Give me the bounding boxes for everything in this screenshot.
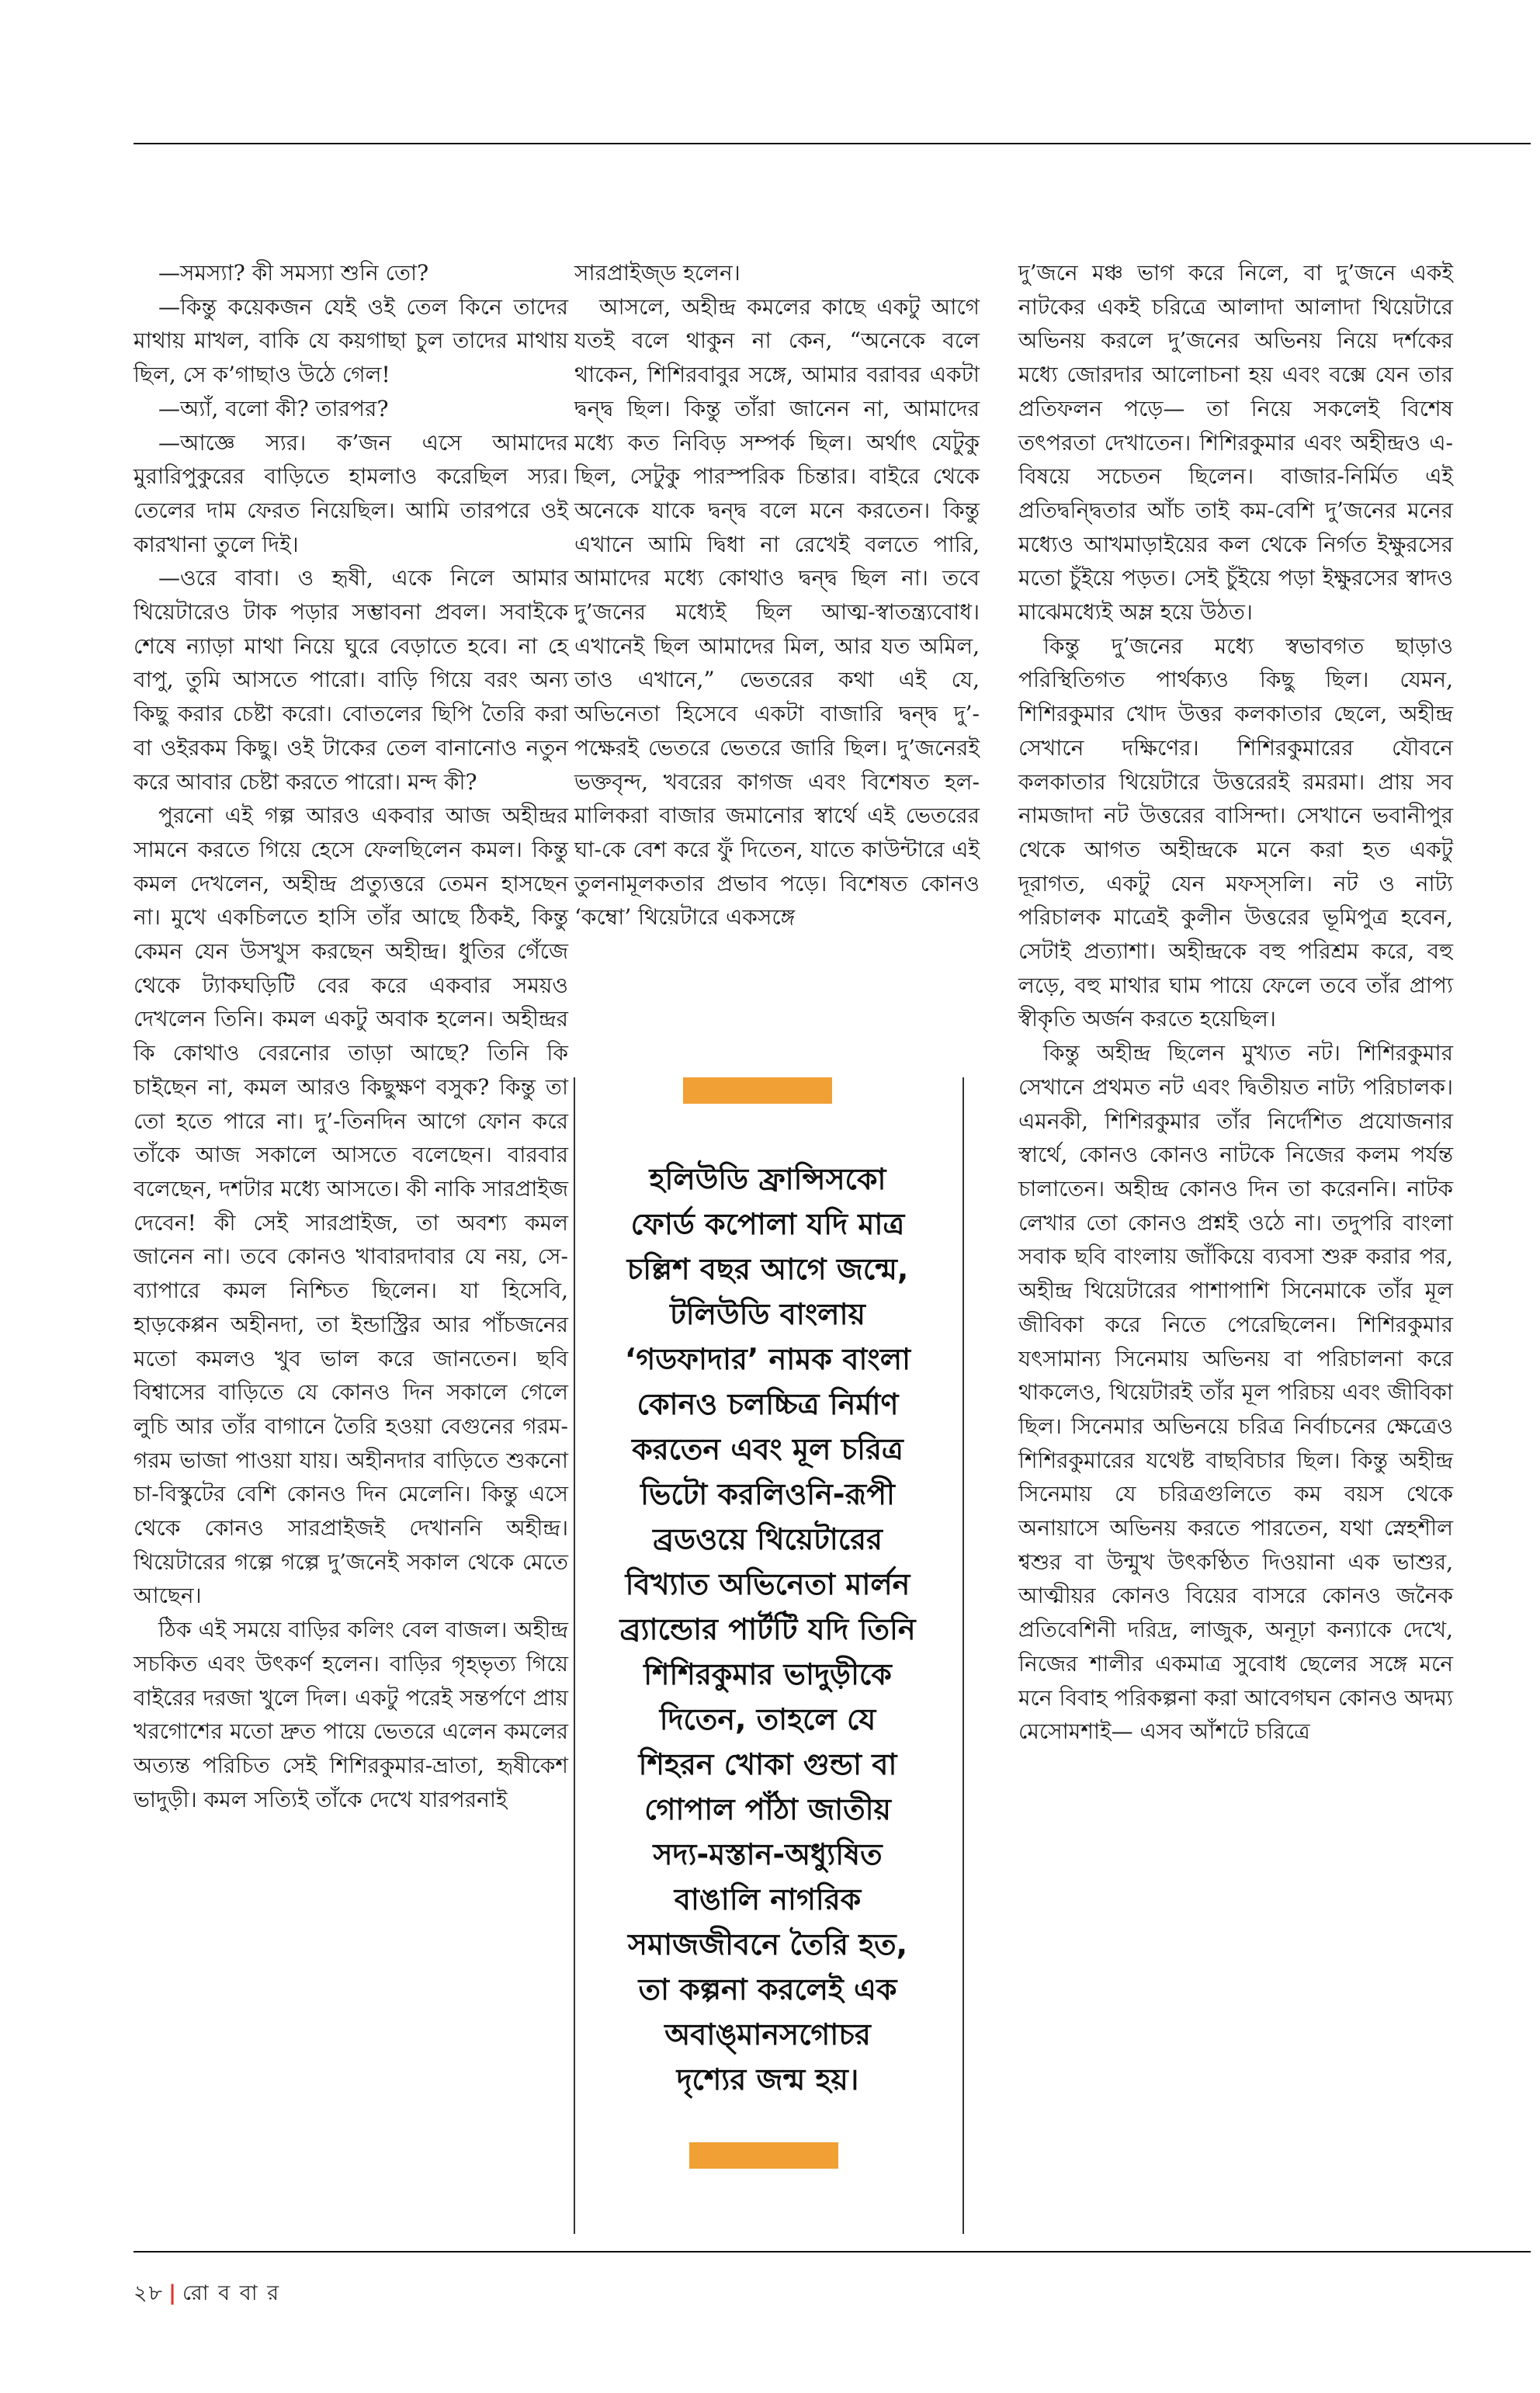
pull-quote-line: টলিউডি বাংলায়	[670, 1297, 865, 1331]
article-column-1	[134, 256, 568, 1816]
pull-quote-line: ব্র্যান্ডোর পার্টটি যদি তিনি	[619, 1612, 916, 1646]
pull-quote-line: গোপাল পাঁঠা জাতীয়	[644, 1792, 891, 1826]
pull-quote-line: ফোর্ড কপোলা যদি মাত্র	[630, 1207, 905, 1241]
pullquote-top-accent-bar	[683, 1077, 832, 1104]
pull-quote-line: করতেন এবং মূল চরিত্র	[632, 1432, 904, 1466]
pull-quote-line: অবাঙ্‌মানসগোচর	[664, 2017, 871, 2051]
bottom-rule	[134, 2251, 1531, 2253]
pull-quote-line: সমাজজীবনে তৈরি হত,	[627, 1927, 908, 1961]
pull-quote-line: দৃশ্যের জন্ম হয়।	[676, 2062, 859, 2096]
paragraph: —অ্যাঁ, বলো কী? তারপর?	[158, 395, 389, 421]
footer-separator: |	[168, 2281, 178, 2305]
pull-quote-line: বিখ্যাত অভিনেতা মার্লন	[625, 1567, 910, 1601]
paragraph: —কিন্তু কয়েকজন যেই ওই তেল কিনে তাদের মাথায় মাখল, বাকি যে কয়গাছা চুল তাদের মাথায় ছিল, সে ক’গাছাও উঠে গেল!	[134, 293, 568, 388]
pull-quote-line: চল্লিশ বছর আগে জন্মে,	[626, 1252, 909, 1286]
pullquote-left-border	[574, 1077, 575, 2234]
paragraph: —আজ্ঞে স্যর। ক’জন এসে আমাদের মুরারিপুকুরের বাড়িতে হামলাও করেছিল স্যর। তেলের দাম ফেরত নিয়েছিল। আমি তারপরে ওই কারখানা তুলে দিই।	[134, 429, 568, 557]
pull-quote-line: শিহরন খোকা গুন্ডা বা	[638, 1747, 897, 1781]
paragraph: ঠিক এই সময়ে বাড়ির কলিং বেল বাজল। অহীন্দ্র সচকিত এবং উৎকর্ণ হলেন। বাড়ির গৃহভৃত্য গিয়ে বাইরের দরজা খুলে দিল। একটু পরেই সন্তর্পণে প্রায় খরগোশের মতো দ্রুত পায়ে ভেতরে এলেন কমলের অত্যন্ত পরিচিত সেই শিশিরকুমার-ভ্রাতা, হৃষীকেশ ভাদুড়ী। কমল সত্যিই তাঁকে দেখে যারপরনাই	[134, 1617, 568, 1812]
paragraph: কিন্তু অহীন্দ্র ছিলেন মুখ্যত নট। শিশিরকুমার সেখানে প্রথমত নট এবং দ্বিতীয়ত নাট্য পরিচালক। এমনকী, শিশিরকুমার তাঁর নির্দেশিত প্রযোজনার স্বার্থে, কোনও কোনও নাটকে নিজের কলম পর্যন্ত চালাতেন। অহীন্দ্র কোনও দিন তা করেননি। নাটক লেখার তো কোনও প্রশ্নই ওঠে না। তদুপরি বাংলা সবাক ছবি বাংলায় জাঁকিয়ে ব্যবসা শুরু করার পর, অহীন্দ্র থিয়েটারের পাশাপাশি সিনেমাকে তাঁর মূল জীবিকা করে নিতে পেরেছিলেন। শিশিরকুমার যৎসামান্য সিনেমায় অভিনয় বা পরিচালনা করে থাকলেও, থিয়েটারই তাঁর মূল পরিচয় এবং জীবিকা ছিল। সিনেমার অভিনয়ে চরিত্র নির্বাচনের ক্ষেত্রেও শিশিরকুমারের যথেষ্ট বাছবিচার ছিল। কিন্তু অহীন্দ্র সিনেমায় যে চরিত্রগুলিতে কম বয়স থেকে অনায়াসে অভিনয় করতে পারতেন, যথা স্নেহশীল শ্বশুর বা উন্মুখ উৎকণ্ঠিত দিওয়ানা এক ভাশুর, আত্মীয়র কোনও বিয়ের বাসরে কোনও জনৈক প্রতিবেশিনী দরিদ্র, লাজুক, অনূঢ়া কন্যাকে দেখে, নিজের শালীর একমাত্র সুবোধ ছেলের সঙ্গে মনে মনে বিবাহ পরিকল্পনা করা আবেগঘন কোনও অদম্য মেসোমশাই— এসব আঁশটে চরিত্রে	[1018, 1040, 1453, 1745]
pullquote-bottom-accent-bar	[689, 2142, 838, 2169]
pull-quote-line: ‘গডফাদার’ নামক বাংলা	[624, 1342, 911, 1376]
top-rule	[134, 143, 1531, 144]
pull-quote-line: বাঙালি নাগরিক	[674, 1882, 862, 1916]
pull-quote	[588, 1157, 947, 2102]
magazine-name: রো ব বা র	[182, 2281, 281, 2305]
pull-quote-line: কোনও চলচ্চিত্র নির্মাণ	[636, 1387, 899, 1421]
page-number: ২৮	[134, 2281, 165, 2305]
pull-quote-line: সদ্য-মস্তান-অধ্যুষিত	[653, 1837, 883, 1871]
article-column-2	[574, 256, 980, 935]
pull-quote-line: ব্রডওয়ে থিয়েটারের	[653, 1522, 883, 1556]
pull-quote-line: হলিউডি ফ্রান্সিসকো	[649, 1162, 886, 1196]
paragraph: —সমস্যা? কী সমস্যা শুনি তো?	[158, 260, 429, 286]
paragraph: পুরনো এই গল্প আরও একবার আজ অহীন্দ্রর সামনে করতে গিয়ে হেসে ফেলছিলেন কমল। কিন্তু কমল দেখলেন, অহীন্দ্র প্রত্যুত্তরে তেমন হাসছেন না। মুখে একচিলতে হাসি তাঁর আছে ঠিকই, কিন্তু কেমন যেন উসখুস করছেন অহীন্দ্র। ধুতির গেঁজে থেকে ট্যাকঘড়িটি বের করে একবার সময়ও দেখলেন তিনি। কমল একটু অবাক হলেন। অহীন্দ্রর কি কোথাও বেরনোর তাড়া আছে? তিনি কি চাইছেন না, কমল আরও কিছুক্ষণ বসুক? কিন্তু তা তো হতে পারে না। দু’-তিনদিন আগে ফোন করে তাঁকে আজ সকালে আসতে বলেছেন। বারবার বলেছেন, দশটার মধ্যে আসতে। কী নাকি সারপ্রাইজ দেবেন! কী সেই সারপ্রাইজ, তা অবশ্য কমল জানেন না। তবে কোনও খাবারদাবার যে নয়, সে-ব্যাপারে কমল নিশ্চিত ছিলেন। যা হিসেবি, হাড়কেপ্পন অহীনদা, তা ইন্ডাস্ট্রির আর পাঁচজনের মতো কমলও খুব ভাল করে জানতেন। ছবি বিশ্বাসের বাড়িতে যে কোনও দিন সকালে গেলে লুচি আর তাঁর বাগানে তৈরি হওয়া বেগুনের গরম-গরম ভাজা পাওয়া যায়। অহীনদার বাড়িতে শুকনো চা-বিস্কুটের বেশি কোনও দিন মেলেনি। কিন্তু এসে থেকে কোনও সারপ্রাইজই দেখাননি অহীন্দ্র। থিয়েটারের গল্পে গল্পে দু’জনেই সকাল থেকে মেতে আছেন।	[134, 803, 568, 1609]
pull-quote-line: তা কল্পনা করলেই এক	[638, 1972, 897, 2006]
pull-quote-line: দিতেন, তাহলে যে	[659, 1702, 876, 1736]
pull-quote-line: ভিটো করলিওনি-রূপী	[640, 1477, 895, 1511]
paragraph: —ওরে বাবা। ও হৃষী, একে নিলে আমার থিয়েটারেও টাক পড়ার সম্ভাবনা প্রবল। সবাইকে শেষে ন্যাড়া মাথা নিয়ে ঘুরে বেড়াতে হবে। না হে বাপু, তুমি আসতে পারো। বাড়ি গিয়ে বরং অন্য কিছু করার চেষ্টা করো। বোতলের ছিপি তৈরি করা বা ওইরকম কিছু। ওই টাকের তেল বানানোও নতুন করে আবার চেষ্টা করতে পারো। মন্দ কী?	[134, 565, 568, 795]
article-column-3	[1018, 256, 1453, 1749]
paragraph: দু’জনে মঞ্চ ভাগ করে নিলে, বা দু’জনে একই নাটকের একই চরিত্রে আলাদা আলাদা থিয়েটারে অভিনয় করলে দু’জনের অভিনয় নিয়ে দর্শকের মধ্যে জোরদার আলোচনা হয় এবং বক্সে যেন তার প্রতিফলন পড়ে— তা নিয়ে সকলেই বিশেষ তৎপরতা দেখাতেন। শিশিরকুমার এবং অহীন্দ্রও এ-বিষয়ে সচেতন ছিলেন। বাজার-নির্মিত এই প্রতিদ্বন্দ্বিতার আঁচ তাই কম-বেশি দু’জনের মনের মধ্যেও আখমাড়াইয়ের কল থেকে নির্গত ইক্ষুরসের মতো চুঁইয়ে পড়ত। সেই চুঁইয়ে পড়া ইক্ষুরসের স্বাদও মাঝেমধ্যেই অম্ল হয়ে উঠত।	[1018, 260, 1453, 626]
paragraph: কিন্তু দু’জনের মধ্যে স্বভাবগত ছাড়াও পরিস্থিতিগত পার্থক্যও কিছু ছিল। যেমন, শিশিরকুমার খোদ উত্তর কলকাতার ছেলে, অহীন্দ্র সেখানে দক্ষিণের। শিশিরকুমারের যৌবনে কলকাতার থিয়েটারে উত্তরেরই রমরমা। প্রায় সব নামজাদা নট উত্তরের বাসিন্দা। সেখানে ভবানীপুর থেকে আগত অহীন্দ্রকে মনে করা হত একটু দূরাগত, একটু যেন মফস্‌সলি। নট ও নাট্য পরিচালক মাত্রেই কুলীন উত্তরের ভূমিপুত্র হবেন, সেটাই প্রত্যাশা। অহীন্দ্রকে বহু পরিশ্রম করে, বহু লড়ে, বহু মাথার ঘাম পায়ে ফেলে তবে তাঁর প্রাপ্য স্বীকৃতি অর্জন করতে হয়েছিল।	[1018, 633, 1453, 1032]
paragraph: সারপ্রাইজ্‌ড হলেন।	[574, 260, 741, 286]
paragraph: আসলে, অহীন্দ্র কমলের কাছে একটু আগে যতই বলে থাকুন না কেন, “অনেকে বলে থাকেন, শিশিরবাবুর সঙ্গে, আমার বরাবর একটা দ্বন্দ্ব ছিল। কিন্তু তাঁরা জানেন না, আমাদের মধ্যে কত নিবিড় সম্পর্ক ছিল। অর্থাৎ যেটুকু ছিল, সেটুকু পারস্পরিক চিন্তার। বাইরে থেকে অনেকে যাকে দ্বন্দ্ব বলে মনে করতেন। কিন্তু এখানে আমি দ্বিধা না রেখেই বলতে পারি, আমাদের মধ্যে কোথাও দ্বন্দ্ব ছিল না। তবে দু’জনের মধ্যেই ছিল আত্ম-স্বাতন্ত্র্যবোধ। এখানেই ছিল আমাদের মিল, আর যত অমিল, তাও এখানে,” ভেতরের কথা এই যে, অভিনেতা হিসেবে একটা বাজারি দ্বন্দ্ব দু’-পক্ষেরই ভেতরে ভেতরে জারি ছিল। দু’জনেরই ভক্তবৃন্দ, খবরের কাগজ এবং বিশেষত হল-মালিকরা বাজার জমানোর স্বার্থে এই ভেতরের ঘা-কে বেশ করে ফুঁ দিতেন, যাতে কাউন্টারে এই তুলনামূলকতার প্রভাব পড়ে। বিশেষত কোনও ‘কম্বো’ থিয়েটারে একসঙ্গে	[574, 293, 980, 931]
pull-quote-line: শিশিরকুমার ভাদুড়ীকে	[643, 1657, 892, 1691]
page-footer	[134, 2277, 280, 2312]
pullquote-right-border	[962, 1077, 964, 2234]
